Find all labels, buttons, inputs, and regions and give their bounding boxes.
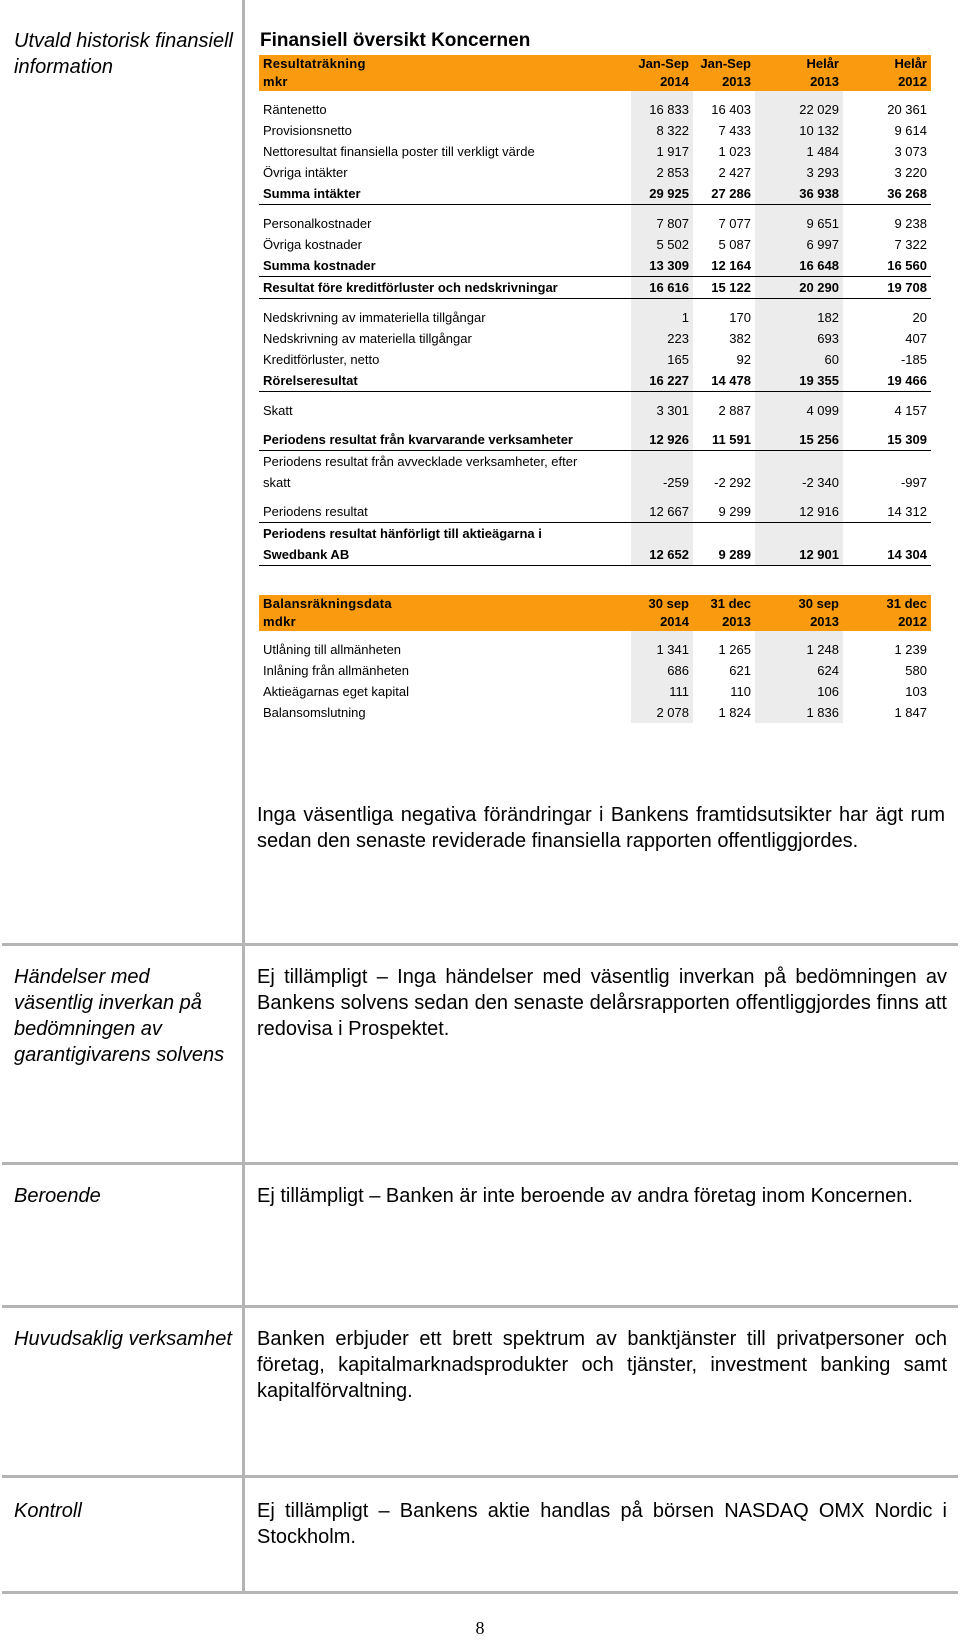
- row-value: 9 651: [755, 213, 843, 234]
- row-value: 4 157: [894, 403, 927, 418]
- table-row: [259, 234, 931, 255]
- row-value: 3 073: [894, 144, 927, 159]
- row-label: Periodens resultat från kvarvarande verksamheter: [259, 429, 631, 451]
- row-value: 165: [631, 349, 693, 370]
- column-divider: [242, 1308, 245, 1475]
- row-label: Periodens resultat hänförligt till aktieägarna i: [263, 526, 542, 541]
- row-value: 15 256: [755, 429, 843, 451]
- col-header-year: 2013: [693, 73, 755, 91]
- row-label: Periodens resultat från avvecklade verksamheter, efter: [263, 454, 578, 469]
- table-row-continued: [259, 544, 931, 566]
- balance-header-label: Balansräkningsdata: [259, 595, 631, 613]
- row-value: [755, 451, 843, 473]
- row-spacer: [259, 299, 931, 308]
- row-label: Räntenetto: [263, 102, 327, 117]
- row-value: -2 340: [755, 472, 843, 493]
- row-value: 9 238: [894, 216, 927, 231]
- row-value: 16 227: [631, 370, 693, 392]
- col-header: 30 sep: [755, 595, 843, 613]
- table-row: [259, 277, 931, 299]
- row-value: 3 220: [894, 165, 927, 180]
- row-value: 16 616: [631, 277, 693, 299]
- row-label: Provisionsnetto: [263, 123, 352, 138]
- col-header: Helår: [843, 55, 931, 73]
- table-row: [259, 162, 931, 183]
- row-value: 2 887: [718, 403, 751, 418]
- col-header: 31 dec: [843, 595, 931, 613]
- row-value: 580: [905, 663, 927, 678]
- table-row: [259, 660, 931, 681]
- row-value: [843, 451, 931, 473]
- table-row: [259, 213, 931, 234]
- row-value: [693, 523, 755, 545]
- row-value: 1 836: [755, 702, 843, 723]
- section-label-financial: Utvald historisk finansiell information: [14, 30, 233, 78]
- row-value: 13 309: [631, 255, 693, 277]
- section-text-control: Ej tillämpligt – Bankens aktie handlas på börsen NASDAQ OMX Nordic i Stockholm.: [257, 1500, 947, 1548]
- row-label: skatt: [263, 475, 291, 490]
- table-row: [259, 429, 931, 451]
- col-header-year: 2014: [631, 73, 693, 91]
- financial-overview-title: Finansiell översikt Koncernen: [260, 30, 531, 51]
- col-header-year: 2013: [755, 73, 843, 91]
- row-value: 12 926: [631, 429, 693, 451]
- col-header-year: 2013: [755, 613, 843, 631]
- table-row: [259, 639, 931, 660]
- row-value: [843, 523, 931, 545]
- row-label: Övriga intäkter: [263, 165, 348, 180]
- table-row: [259, 255, 931, 277]
- row-value: 36 268: [843, 183, 931, 205]
- table-row: [259, 451, 931, 473]
- row-value: [631, 451, 693, 473]
- col-header: 31 dec: [693, 595, 755, 613]
- row-value: 2 853: [631, 162, 693, 183]
- row-value: 1: [631, 307, 693, 328]
- col-header: 30 sep: [631, 595, 693, 613]
- row-value: 14 304: [843, 544, 931, 566]
- row-spacer: [259, 493, 931, 501]
- row-value: 1 341: [631, 639, 693, 660]
- income-statement-table: [259, 55, 931, 566]
- row-label: Nettoresultat finansiella poster till verkligt värde: [263, 144, 535, 159]
- row-value: 12 667: [631, 501, 693, 523]
- row-label: Inlåning från allmänheten: [263, 663, 409, 678]
- row-value: 15 309: [843, 429, 931, 451]
- col-header-year: 2012: [843, 613, 931, 631]
- row-value: 1 023: [718, 144, 751, 159]
- row-value: 20 290: [755, 277, 843, 299]
- row-value: 9 614: [894, 123, 927, 138]
- row-label: Summa kostnader: [259, 255, 631, 277]
- row-label: Balansomslutning: [263, 705, 366, 720]
- table-row: [259, 702, 931, 723]
- row-value: 12 916: [755, 501, 843, 523]
- row-value: 7 077: [718, 216, 751, 231]
- row-value: 14 312: [843, 501, 931, 523]
- row-value: 20: [912, 310, 927, 325]
- row-value: 29 925: [631, 183, 693, 205]
- row-value: 686: [631, 660, 693, 681]
- section-label-business: Huvudsaklig verksamhet: [14, 1328, 232, 1350]
- no-adverse-change-statement: Inga väsentliga negativa förändringar i Bankens framtidsutsikter har ägt rum sedan den senaste reviderade finansiella rapporten offentliggjordes.: [257, 804, 945, 852]
- row-value: 621: [729, 663, 751, 678]
- page-number: 8: [475, 1618, 485, 1638]
- column-divider: [242, 0, 245, 943]
- section-text-events: Ej tillämpligt – Inga händelser med väsentlig inverkan på bedömningen av Bankens solvens sedan den senaste delårsrapporten offentliggjordes finns att redovisa i Prospektet.: [257, 966, 947, 1040]
- row-spacer: [259, 392, 931, 401]
- income-header-label: Resultaträkning: [259, 55, 631, 73]
- table-row: [259, 501, 931, 523]
- row-value: 5 502: [631, 234, 693, 255]
- row-value: 15 122: [693, 277, 755, 299]
- row-label: Resultat före kreditförluster och nedskrivningar: [259, 277, 631, 299]
- row-label: Periodens resultat: [259, 501, 631, 523]
- row-value: 12 652: [631, 544, 693, 566]
- row-value: 16 560: [843, 255, 931, 277]
- row-value: 92: [736, 352, 751, 367]
- row-value: 9 289: [693, 544, 755, 566]
- business-section: [2, 1308, 956, 1475]
- section-text-business: Banken erbjuder ett brett spektrum av banktjänster till privatpersoner och företag, kapitalmarknadsprodukter och tjänster, investment banking samt kapitalförvaltning.: [257, 1328, 947, 1402]
- row-value: 19 708: [843, 277, 931, 299]
- row-value: 407: [905, 331, 927, 346]
- row-value: 2 078: [631, 702, 693, 723]
- col-header-year: 2012: [843, 73, 931, 91]
- col-header: Jan-Sep: [631, 55, 693, 73]
- row-spacer: [259, 91, 931, 99]
- row-value: 27 286: [693, 183, 755, 205]
- row-spacer: [259, 205, 931, 214]
- table-row: [259, 141, 931, 162]
- row-value: 3 293: [755, 162, 843, 183]
- row-value: 6 997: [755, 234, 843, 255]
- row-value: [631, 523, 693, 545]
- row-value: 223: [631, 328, 693, 349]
- row-label: Nedskrivning av immateriella tillgångar: [263, 310, 486, 325]
- row-label: Personalkostnader: [263, 216, 372, 231]
- income-header-unit: mkr: [259, 73, 631, 91]
- col-header: Jan-Sep: [693, 55, 755, 73]
- table-row: [259, 400, 931, 421]
- table-row: [259, 681, 931, 702]
- row-value: 693: [755, 328, 843, 349]
- events-section: [2, 946, 956, 1162]
- row-value: 12 164: [693, 255, 755, 277]
- row-value: [755, 523, 843, 545]
- row-value: 1 484: [755, 141, 843, 162]
- row-value: 7 433: [718, 123, 751, 138]
- table-row: [259, 328, 931, 349]
- row-value: 16 403: [711, 102, 751, 117]
- row-value: 16 648: [755, 255, 843, 277]
- row-value: 9 299: [693, 501, 755, 523]
- row-label: Swedbank AB: [259, 544, 631, 566]
- row-value: 1 265: [718, 642, 751, 657]
- row-value: 10 132: [755, 120, 843, 141]
- row-value: 60: [755, 349, 843, 370]
- row-value: 170: [729, 310, 751, 325]
- row-value: 1 239: [894, 642, 927, 657]
- row-value: 4 099: [755, 400, 843, 421]
- balance-header-unit: mdkr: [259, 613, 631, 631]
- row-value: 624: [755, 660, 843, 681]
- row-spacer: [259, 631, 931, 639]
- row-value: -997: [900, 475, 927, 490]
- row-value: 7 807: [631, 213, 693, 234]
- column-divider: [242, 1478, 245, 1591]
- row-value: 1 917: [631, 141, 693, 162]
- row-value: 16 833: [631, 99, 693, 120]
- row-label: Aktieägarnas eget kapital: [263, 684, 409, 699]
- row-value: 22 029: [755, 99, 843, 120]
- row-value: -185: [900, 352, 927, 367]
- section-divider: [2, 1591, 958, 1594]
- row-label: Summa intäkter: [259, 183, 631, 205]
- row-label: Skatt: [263, 403, 293, 418]
- row-value: 12 901: [755, 544, 843, 566]
- row-label: Utlåning till allmänheten: [263, 642, 402, 657]
- row-value: -2 292: [714, 475, 751, 490]
- row-value: 20 361: [887, 102, 927, 117]
- col-header-year: 2014: [631, 613, 693, 631]
- row-value: 2 427: [718, 165, 751, 180]
- table-row: [259, 370, 931, 392]
- row-value: -259: [631, 472, 693, 493]
- row-value: 3 301: [631, 400, 693, 421]
- table-row: [259, 120, 931, 141]
- row-spacer: [259, 421, 931, 429]
- row-value: 5 087: [718, 237, 751, 252]
- section-label-dependence: Beroende: [14, 1185, 101, 1207]
- row-value: 106: [755, 681, 843, 702]
- row-value: 19 355: [755, 370, 843, 392]
- section-label-events: Händelser med väsentlig inverkan på bedömningen av garantigivarens solvens: [14, 966, 225, 1066]
- table-row: [259, 523, 931, 545]
- balance-sheet-table: [259, 595, 931, 723]
- row-label: Rörelseresultat: [259, 370, 631, 392]
- row-value: 19 466: [843, 370, 931, 392]
- table-row: [259, 349, 931, 370]
- row-value: 14 478: [693, 370, 755, 392]
- column-divider: [242, 946, 245, 1162]
- row-value: 110: [730, 684, 751, 699]
- row-label: Nedskrivning av materiella tillgångar: [263, 331, 472, 346]
- row-value: 182: [755, 307, 843, 328]
- row-value: 111: [631, 681, 693, 702]
- row-label: Kreditförluster, netto: [263, 352, 380, 367]
- row-value: 1 248: [755, 639, 843, 660]
- dependence-section: [2, 1165, 956, 1305]
- row-value: 382: [729, 331, 751, 346]
- column-divider: [242, 1165, 245, 1305]
- row-value: 1 847: [894, 705, 927, 720]
- col-header-year: 2013: [693, 613, 755, 631]
- row-value: 36 938: [755, 183, 843, 205]
- row-value: 11 591: [693, 429, 755, 451]
- table-row: [259, 99, 931, 120]
- row-value: 1 824: [718, 705, 751, 720]
- row-value: 103: [905, 684, 927, 699]
- row-value: 7 322: [894, 237, 927, 252]
- section-text-dependence: Ej tillämpligt – Banken är inte beroende av andra företag inom Koncernen.: [257, 1185, 913, 1207]
- table-row: [259, 183, 931, 205]
- row-value: [693, 451, 755, 473]
- table-row: [259, 307, 931, 328]
- table-row-continued: [259, 472, 931, 493]
- col-header: Helår: [755, 55, 843, 73]
- section-label-control: Kontroll: [14, 1500, 82, 1522]
- row-label: Övriga kostnader: [263, 237, 362, 252]
- control-section: [2, 1478, 956, 1591]
- row-value: 8 322: [631, 120, 693, 141]
